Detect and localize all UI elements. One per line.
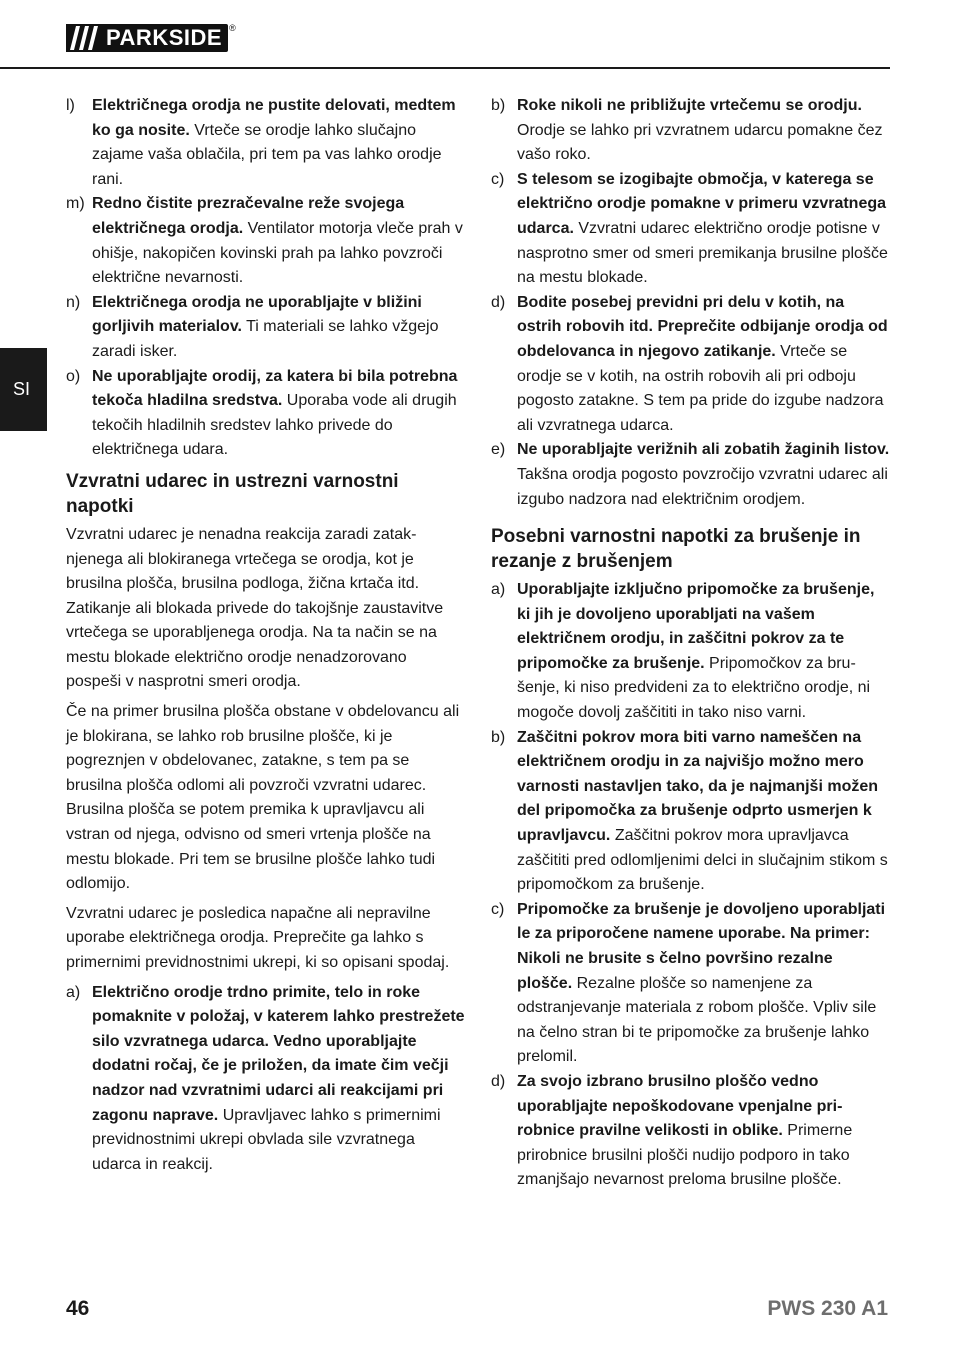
- list-item-bold-text: Električno orodje trdno primite, telo in roke pomaknite v položaj, v katerem lahko prestrežete silo vzvratnega udarca. Vedno uporabljajte dodatni ročaj, če je priložen, da imate čim večji nadzor nad vzvratnimi udarci ali reakcijami pri zagonu naprave.: [92, 983, 465, 1124]
- list-item-label: d): [491, 293, 506, 311]
- list-item-bold-text: Ne uporabljajte verižnih ali zobatih žaginih listov.: [517, 441, 890, 459]
- list-item-text: Rezalne plošče so namenjene za odstranjevanje materiala z robom plošče. Vpliv sile na čelno stran bi te pripomočke za brušenje lahko prelomil.: [517, 974, 877, 1066]
- list-item-text: Pripomočkov za brušenje, ki niso predvideni za to električno orodje, ni mogoče dovolj zaščititi in tako niso varni.: [517, 654, 871, 722]
- list-item-text: Uporaba vode ali drugih tekočih hladilnih sredstev lahko privede do električnega udara.: [92, 392, 457, 459]
- list-item-bold-text: Električnega orodja ne pustite delovati, medtem ko ga nosite.: [92, 97, 456, 139]
- list-item-bold-text: Roke nikoli ne približujte vrtečemu se orodju.: [517, 97, 862, 114]
- list-item-label: d): [491, 1072, 506, 1090]
- list-item-text: Takšna orodja pogosto povzročijo vzvratni udarec ali izgubo nadzora nad električnim orodjem.: [517, 465, 888, 508]
- list-item: [491, 291, 891, 439]
- paragraph: Vzvratni udarec je posledica napačne ali nepravilne uporabe električnega orodja. Preprečite ga lahko s primernimi previdnostnimi ukrepi, ki so opisani spodaj.: [66, 904, 450, 971]
- list-item-label: o): [66, 367, 81, 385]
- paragraph: Vzvratni udarec je nenadna reakcija zaradi zataknjenega ali blokiranega vrtečega se orodja, kot je brusilna plošča, brusilna podloga, žična krtača itd. Zatikanje ali blokada privede do takojšnje zaustavitve vrtečega se uporabljenega orodja. Na ta način se na mestu blokade električno orodje nenadzorovano pospeši v nasprotni smeri orodja.: [66, 525, 444, 691]
- list-item-bold-text: Za svojo izbrano brusilno ploščo vedno uporabljajte nepoškodovane vpenjalne prirobnice pravilne velikosti in oblike.: [517, 1072, 843, 1140]
- list-item-label: a): [66, 983, 81, 1001]
- list-item: [491, 898, 891, 1070]
- list-item: [66, 291, 466, 365]
- list-item-bold-text: Redno čistite prezračevalne reže svojega električnega orodja.: [92, 195, 405, 237]
- language-tab: [0, 348, 47, 431]
- list-item-text: Ventilator motorja vleče prah v ohišje, nakopičen kovinski prah pa lahko povzroči električne nevarnosti.: [92, 219, 463, 287]
- list-item: [491, 726, 891, 898]
- list-item: [66, 981, 466, 1178]
- right-column: [491, 94, 891, 1193]
- list-item-label: c): [491, 900, 505, 918]
- list-item-text: Vrteče se orodje se v kotih, na ostrih robovih ali pri odboju pogosto zatakne. S tem pa pride do izgube nadzora ali vzvratnega udarca.: [517, 342, 884, 434]
- kickback-paragraphs: [66, 523, 466, 976]
- grinding-heading: Posebni varnostni napotki za brušenje in rezanje z brušenjem: [491, 526, 861, 573]
- left-items-bottom: [66, 981, 466, 1178]
- list-item-bold-text: Uporabljajte izključno pripomočke za brušenje, ki jih je dovoljeno uporabljati na vašem električnem orodju, in zaščitni pokrov za te pripomočke za brušenje.: [517, 581, 875, 672]
- list-item-text: Upravljavec lahko s primernimi previdnostnimi ukrepi obvlada sile vzvratnega udarca in reakcij.: [92, 1106, 441, 1173]
- list-item-text: Ti materiali se lahko vžgejo zaradi isker.: [92, 318, 439, 360]
- list-item-text: Orodje se lahko pri vzvratnem udarcu pomakne čez vašo roko.: [517, 121, 883, 164]
- left-items-top: [66, 94, 466, 463]
- model-number: PWS 230 A1: [767, 1297, 888, 1320]
- list-item-text: Zaščitni pokrov mora upravljavca zaščititi pred odlomljenimi delci in slučajnim stikom s pripomočkom za brušenje.: [517, 827, 888, 894]
- list-item: [66, 192, 466, 290]
- list-item-label: e): [491, 441, 506, 459]
- list-item-label: a): [491, 581, 506, 599]
- right-items-top: [491, 94, 891, 512]
- paragraph: Če na primer brusilna plošča obstane v obdelovancu ali je blokirana, se lahko rob brusilne plošče, ki je pogreznjen v obdelovanec, zatakne, s tem pa se brusilna plošča odlomi ali povzroči vzvratni udarec. Brusilna plošča se potem premika k upravljavcu ali vstran od njega, odvisno od smeri vrtenja plošče na mestu blokade. Pri tem se brusilne plošče lahko tudi odlomijo.: [66, 703, 460, 893]
- parkside-logo: [66, 23, 236, 53]
- header-divider: [0, 67, 890, 69]
- left-column: [66, 94, 466, 1177]
- list-item: [491, 438, 891, 512]
- kickback-heading: Vzvratni udarec in ustrezni varnostni napotki: [66, 470, 399, 517]
- list-item-text: Vrteče se orodje lahko slučajno zajame vaša oblačila, pri tem pa vas lahko orodje rani.: [92, 121, 442, 188]
- list-item-label: c): [491, 170, 505, 188]
- list-item-bold-text: Ne uporabljajte orodij, za katera bi bila potrebna tekoča hladilna sredstva.: [92, 367, 458, 410]
- list-item-text: Primerne prirobnice brusilni plošči nudijo podporo in tako zmanjšajo nevarnost preloma brusilne plošče.: [517, 1122, 853, 1189]
- right-items-bottom: [491, 578, 891, 1193]
- list-item: [66, 365, 466, 463]
- page-number: 46: [66, 1297, 90, 1320]
- list-item-bold-text: S telesom se izogibajte območja, v katerega se električno orodje pomakne v primeru vzvratnega udarca.: [517, 170, 887, 237]
- language-tab-label: SI: [12, 379, 30, 399]
- brand-name: PARKSIDE: [102, 24, 228, 52]
- list-item-text: Vzvratni udarec električno orodje potisne v nasprotno smer od smeri premikanja brusilne plošče na mestu blokade.: [517, 219, 888, 287]
- list-item: [491, 578, 891, 726]
- list-item-label: n): [66, 293, 81, 311]
- list-item: [491, 94, 891, 168]
- list-item-bold-text: Bodite posebej previdni pri delu v kotih, na ostrih robovih itd. Preprečite odbijanje orodja od obdelovanca in njegovo zatikanje.: [517, 293, 888, 360]
- list-item: [491, 168, 891, 291]
- list-item-bold-text: Električnega orodja ne uporabljajte v bližini gorljivih materialov.: [92, 293, 422, 336]
- list-item-label: b): [491, 728, 506, 746]
- list-item-label: l): [66, 97, 75, 114]
- list-item-label: m): [66, 195, 85, 213]
- list-item: [66, 94, 466, 192]
- logo-slashes-icon: [66, 24, 102, 52]
- list-item-bold-text: Pripomočke za brušenje je dovoljeno uporabljati le za priporočene namene uporabe. Na primer: Nikoli ne brusite s čelno površino rezalne plošče.: [517, 900, 886, 992]
- list-item: [491, 1070, 891, 1193]
- list-item-bold-text: Zaščitni pokrov mora biti varno nameščen na električnem orodju in za najvišjo možno mero varnosti nastavljen tako, da je najmanjši možen del pripomočka za brušenje odprto usmerjen k upravljavcu.: [517, 728, 879, 845]
- registered-mark: ®: [229, 23, 236, 33]
- list-item-label: b): [491, 97, 506, 114]
